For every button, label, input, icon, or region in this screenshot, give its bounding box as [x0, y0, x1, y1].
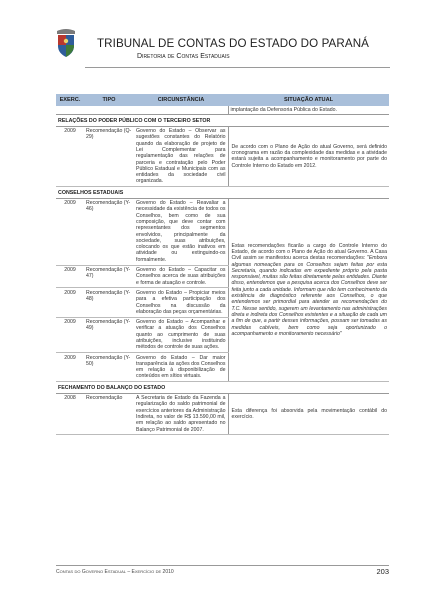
table-row [56, 198, 389, 265]
coat-of-arms-icon [55, 28, 77, 58]
footer-caption: Contas do Governo Estadual – Exercício de 2010 [56, 569, 174, 575]
exerc-cell: 2009 [56, 288, 84, 317]
situacao-cell-conselhos [228, 198, 389, 382]
col-header-tipo: TIPO [84, 94, 134, 106]
table-header-row [56, 94, 389, 106]
circunstancia-cell: A Secretaria de Estado da Fazenda a regularização do saldo patrimonial de exercícios anteriores da Administração Indireta, no valor de R$ 13.590,00 mil, em relação ao saldo apresentado no Balanço Patrimonial de 2007. [134, 393, 228, 435]
exerc-cell: 2009 [56, 265, 84, 288]
exerc-cell: 2009 [56, 198, 84, 265]
institution-title: TRIBUNAL DE CONTAS DO ESTADO DO PARANÁ [97, 37, 369, 50]
col-header-situacao: SITUAÇÃO ATUAL [228, 94, 389, 106]
section-header-terceiro-setor: RELAÇÕES DO PODER PÚBLICO COM O TERCEIRO SETOR [56, 115, 389, 126]
page-footer [56, 565, 389, 578]
circunstancia-cell: Governo do Estado – Capacitar os Conselhos acerca de suas atribuições e forma de atuação e controle. [134, 265, 228, 288]
situacao-normal-text: Estas recomendações ficarão a cargo do Controle Interno do Estado, de acordo com o Plano de Ação do atual Governo. A Casa Civil assim se manifestou acerca destas recomendações: [231, 242, 387, 262]
page-number: 203 [376, 567, 389, 576]
col-header-exerc: EXERC. [56, 94, 84, 106]
tipo-cell: Recomendação [84, 393, 134, 435]
circunstancia-cell: Governo do Estado – Reavaliar a necessidade da existência de todos os Conselhos, bem como de sua composição, que deve contar com representantes dos segmentos envolvidos, principalmente da sociedade, suas atribuições, colocando os que estão inativos em atividade ou extinguindo-os formalmente. [134, 198, 228, 265]
situacao-cell: implantação da Defensoria Pública do Estado. [228, 106, 389, 115]
exerc-cell: 2008 [56, 393, 84, 435]
table-row [56, 106, 389, 115]
circunstancia-cell: Governo do Estado – Propiciar meios para a efetiva participação dos Conselhos na discussão da elaboração das peças orçamentárias. [134, 288, 228, 317]
tipo-cell: Recomendação (Y-48) [84, 288, 134, 317]
tipo-cell: Recomendação (Y-46) [84, 198, 134, 265]
table-row [56, 126, 389, 187]
exerc-cell: 2009 [56, 126, 84, 187]
section-header-conselhos: CONSELHOS ESTADUAIS [56, 187, 389, 198]
situacao-quote-text: "Embora algumas nomeações para os Conselhos sejam feitas por esta Secretaria, quando indicadas em expediente próprio pela pasta responsável, muitas são feitas diretamente pelas entidades. Diante disso, entendemos que a pesquisa acerca dos Conselhos deve ser feita junto a cada unidade. Informam que não tem conhecimento da existência de diagnóstico referente aos Conselhos, o que entendemos ser primordial para atender as recomendações do T.C. Nesse sentido, sugerem um levantamento nas administrações direta e indireta dos Conselhos existentes e a situação de cada um a fim de que, a partir desses informações, possam ser tomadas as medidas cabíveis, bem como seja oportunizado o acompanhamento e monitoramento necessário" [231, 255, 387, 337]
department-subtitle: Diretoria de Contas Estaduais [137, 53, 230, 60]
page-header [55, 28, 385, 72]
circunstancia-cell: Governo do Estado – Acompanhar e verificar a atuação dos Conselhos quanto ao cumprimento de suas atribuições, inclusive instituindo métodos de controle de suas ações. [134, 317, 228, 352]
header-divider [85, 67, 390, 68]
section-header-fechamento-balanco: FECHAMENTO DO BALANÇO DO ESTADO [56, 382, 389, 393]
circunstancia-cell: Governo do Estado – Dar maior transparência às ações dos Conselhos em relação à disponibilização de conteúdos em sítios virtuais. [134, 353, 228, 382]
situacao-cell: Esta diferença foi absorvida pela movimentação contábil do exercício. [228, 393, 389, 435]
situacao-cell: De acordo com o Plano de Ação do atual Governo, será definido cronograma em razão da complexidade das medidas e a atividade estará sujeita a acompanhamento e monitoramento por parte do Controle Interno do Estado em 2012. [228, 126, 389, 187]
exerc-cell: 2009 [56, 353, 84, 382]
col-header-circunstancia: CIRCUNSTÂNCIA [134, 94, 228, 106]
table-row [56, 393, 389, 435]
tipo-cell: Recomendação (Y-49) [84, 317, 134, 352]
exerc-cell: 2009 [56, 317, 84, 352]
tipo-cell: Recomendação (Y-47) [84, 265, 134, 288]
recommendations-table [56, 94, 389, 435]
tipo-cell: Recomendação (Y-50) [84, 353, 134, 382]
circunstancia-cell: Governo do Estado – Observar as sugestões constantes do Relatório quando da elaboração de projeto de Lei Complementar para regulamentação das relações de parceria e contratação pelo Poder Público Estadual e Municipais com as entidades da sociedade civil organizada. [134, 126, 228, 187]
tipo-cell: Recomendação (Q-29) [84, 126, 134, 187]
